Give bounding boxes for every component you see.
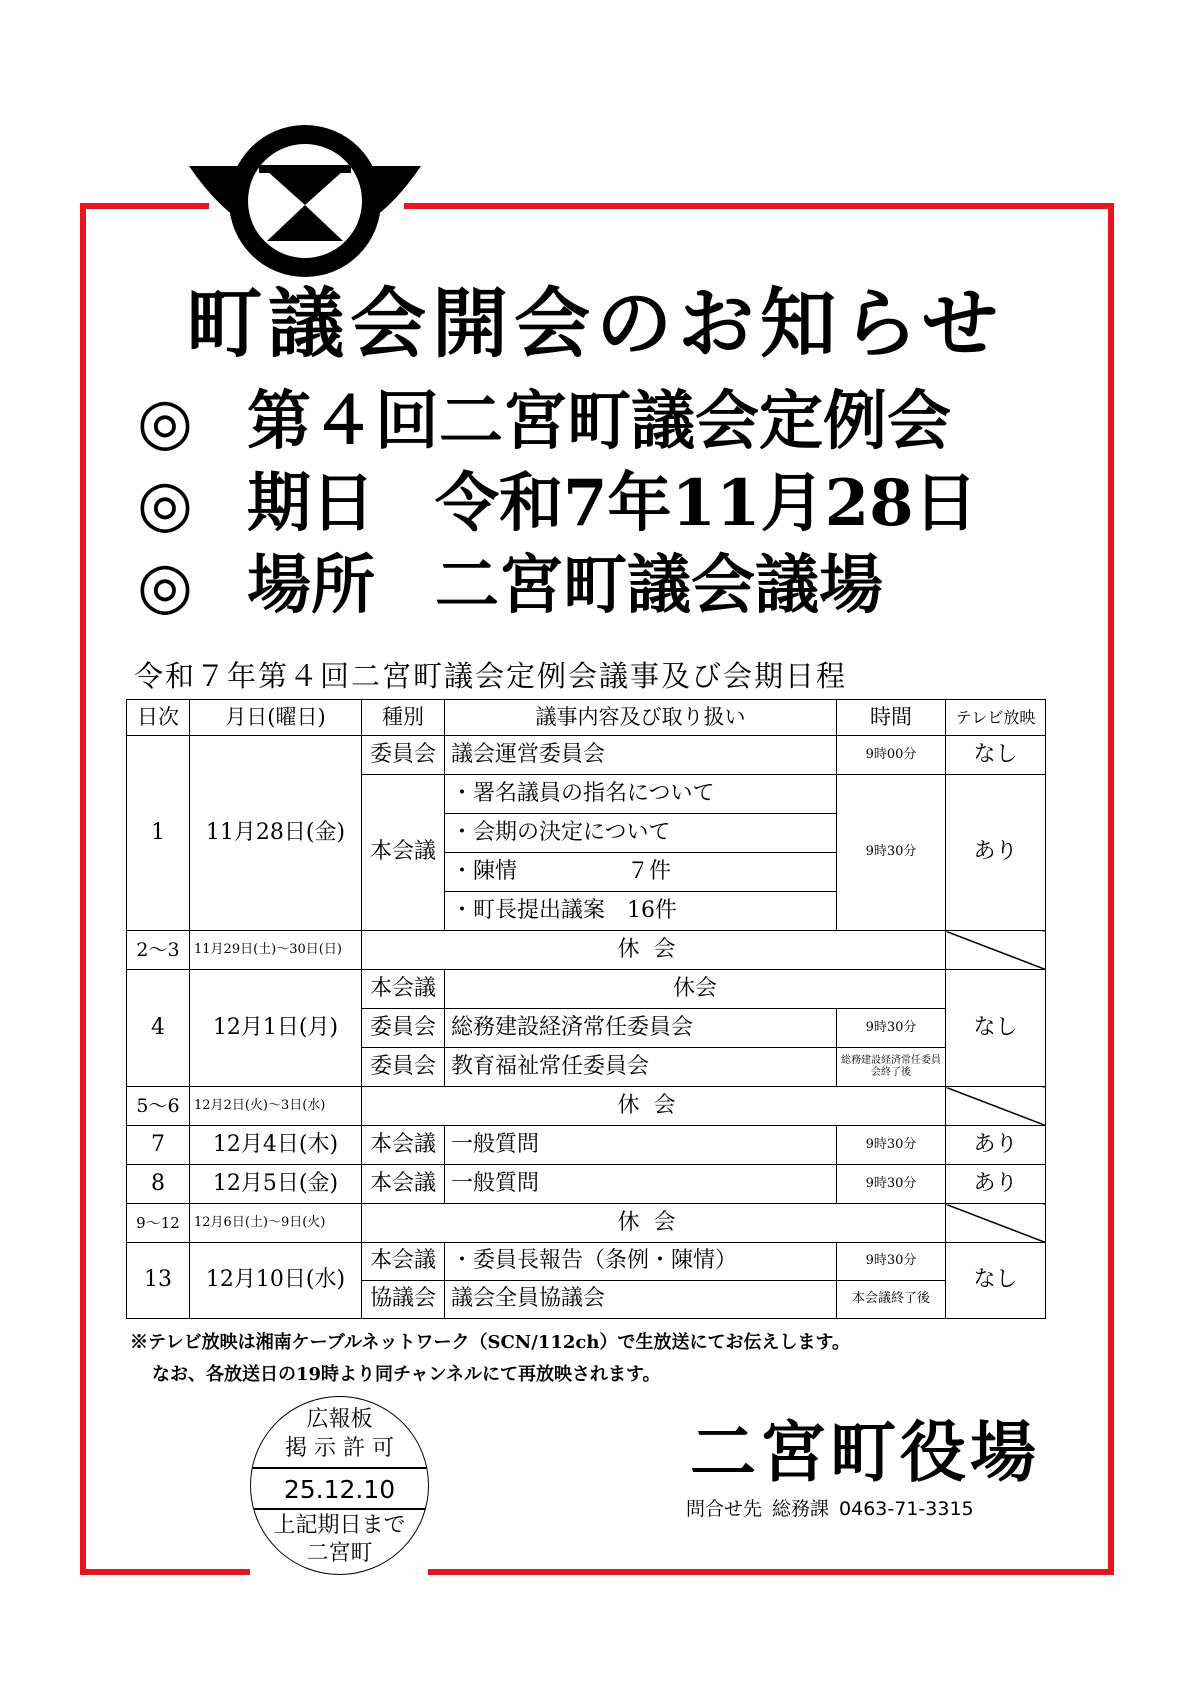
day-date: 12月5日(金) <box>190 1165 362 1204</box>
recess-label: 休会 <box>362 931 946 970</box>
session-type: 本会議 <box>362 1165 445 1204</box>
stamp-line-2: 掲 示 許 可 <box>285 1436 394 1461</box>
day-number: 2〜3 <box>127 931 190 970</box>
header-date: 月日(曜日) <box>190 700 362 736</box>
agenda-item: ・署名議員の指名について <box>445 775 837 814</box>
town-emblem-icon <box>189 105 421 288</box>
frame-top-right <box>404 203 1114 209</box>
table-row <box>127 970 1046 1009</box>
day-date: 12月4日(木) <box>190 1126 362 1165</box>
session-type: 本会議 <box>362 775 445 931</box>
posting-permit-stamp <box>250 1396 429 1575</box>
table-row <box>127 1165 1046 1204</box>
double-circle-mark: ◎ <box>137 548 193 623</box>
day-number: 1 <box>127 736 190 931</box>
table-row <box>127 1243 1046 1281</box>
notice-title: 町議会開会のお知らせ <box>186 279 1004 368</box>
rebroadcast-note: なお、各放送日の19時より同チャンネルにて再放映されます。 <box>152 1364 661 1385</box>
stamp-line-1: 広報板 <box>306 1407 373 1432</box>
tv-broadcast: あり <box>946 775 1046 931</box>
stamp-date: 25.12.10 <box>283 1475 396 1504</box>
day-number: 13 <box>127 1243 190 1319</box>
headline-session <box>137 384 951 459</box>
headline-place <box>137 548 883 623</box>
diagonal-slash-cell <box>946 931 1046 970</box>
tv-broadcast: なし <box>946 1243 1046 1319</box>
header-tv: テレビ放映 <box>946 700 1046 736</box>
stamp-divider <box>251 1508 428 1510</box>
town-office-name: 二宮町役場 <box>690 1414 1040 1491</box>
header-time: 時間 <box>837 700 946 736</box>
session-name: 第４回二宮町議会定例会 <box>247 384 951 459</box>
tv-broadcast: なし <box>946 736 1046 775</box>
session-type: 委員会 <box>362 1009 445 1048</box>
tv-broadcast: なし <box>946 970 1046 1087</box>
session-type: 本会議 <box>362 1126 445 1165</box>
day-date: 12月6日(土)〜9日(火) <box>190 1204 362 1243</box>
session-content: 議会全員協議会 <box>445 1281 837 1319</box>
table-row <box>127 1204 1046 1243</box>
contact-label: 問合せ先 <box>686 1498 763 1520</box>
day-number: 9〜12 <box>127 1204 190 1243</box>
session-time: 9時30分 <box>837 1009 946 1048</box>
day-date: 12月10日(水) <box>190 1243 362 1319</box>
day-number: 7 <box>127 1126 190 1165</box>
schedule-title: 令和７年第４回二宮町議会定例会議事及び会期日程 <box>134 659 848 693</box>
header-content: 議事内容及び取り扱い <box>445 700 837 736</box>
contact-info <box>686 1500 974 1519</box>
recess-label: 休会 <box>362 1087 946 1126</box>
session-time: 9時30分 <box>837 1126 946 1165</box>
date-value: 令和7年11月28日 <box>435 466 978 541</box>
contact-department: 総務課 <box>772 1498 830 1520</box>
table-header-row <box>127 700 1046 736</box>
place-value: 二宮町議会議場 <box>435 548 883 623</box>
session-type: 本会議 <box>362 1243 445 1281</box>
diagonal-slash-cell <box>946 1087 1046 1126</box>
day-number: 8 <box>127 1165 190 1204</box>
session-time: 9時00分 <box>837 736 946 775</box>
schedule-table <box>126 699 1046 1319</box>
session-time: 本会議終了後 <box>837 1281 946 1319</box>
session-type: 本会議 <box>362 970 445 1009</box>
double-circle-mark: ◎ <box>137 466 193 541</box>
session-type: 委員会 <box>362 1048 445 1087</box>
session-time: 総務建設経済常任委員会終了後 <box>837 1048 946 1087</box>
day-date: 12月1日(月) <box>190 970 362 1087</box>
agenda-item: ・陳情 ７件 <box>445 853 837 892</box>
frame-bottom-left <box>80 1569 250 1575</box>
stamp-divider <box>251 1467 428 1469</box>
session-type: 委員会 <box>362 736 445 775</box>
broadcast-note: ※テレビ放映は湘南ケーブルネットワーク（SCN/112ch）で生放送にてお伝えします。 <box>130 1332 851 1353</box>
table-row <box>127 1126 1046 1165</box>
agenda-item: ・会期の決定について <box>445 814 837 853</box>
contact-phone: 0463-71-3315 <box>839 1498 974 1520</box>
table-row <box>127 1087 1046 1126</box>
headline-date <box>137 466 978 541</box>
day-date: 11月29日(土)〜30日(日) <box>190 931 362 970</box>
session-type: 協議会 <box>362 1281 445 1319</box>
session-content: 休会 <box>445 970 946 1009</box>
session-content: 教育福祉常任委員会 <box>445 1048 837 1087</box>
session-content: ・委員長報告（条例・陳情） <box>445 1243 837 1281</box>
place-label: 場所 <box>247 548 375 623</box>
day-number: 5〜6 <box>127 1087 190 1126</box>
double-circle-mark: ◎ <box>137 384 193 459</box>
frame-left <box>80 203 86 1575</box>
session-time: 9時30分 <box>837 1165 946 1204</box>
session-content: 総務建設経済常任委員会 <box>445 1009 837 1048</box>
diagonal-slash-cell <box>946 1204 1046 1243</box>
tv-broadcast: あり <box>946 1126 1046 1165</box>
stamp-line-5: 二宮町 <box>306 1541 373 1566</box>
frame-bottom-right <box>428 1569 1114 1575</box>
recess-label: 休会 <box>362 1204 946 1243</box>
agenda-item: ・町長提出議案 16件 <box>445 892 837 931</box>
session-content: 議会運営委員会 <box>445 736 837 775</box>
session-content: 一般質問 <box>445 1126 837 1165</box>
frame-right <box>1108 203 1114 1575</box>
header-day: 日次 <box>127 700 190 736</box>
table-row <box>127 736 1046 775</box>
tv-broadcast: あり <box>946 1165 1046 1204</box>
date-label: 期日 <box>247 466 375 541</box>
session-content: 一般質問 <box>445 1165 837 1204</box>
day-number: 4 <box>127 970 190 1087</box>
day-date: 11月28日(金) <box>190 736 362 931</box>
stamp-line-4: 上記期日まで <box>273 1513 406 1538</box>
session-time: 9時30分 <box>837 775 946 931</box>
day-date: 12月2日(火)〜3日(水) <box>190 1087 362 1126</box>
header-type: 種別 <box>362 700 445 736</box>
session-time: 9時30分 <box>837 1243 946 1281</box>
table-row <box>127 931 1046 970</box>
